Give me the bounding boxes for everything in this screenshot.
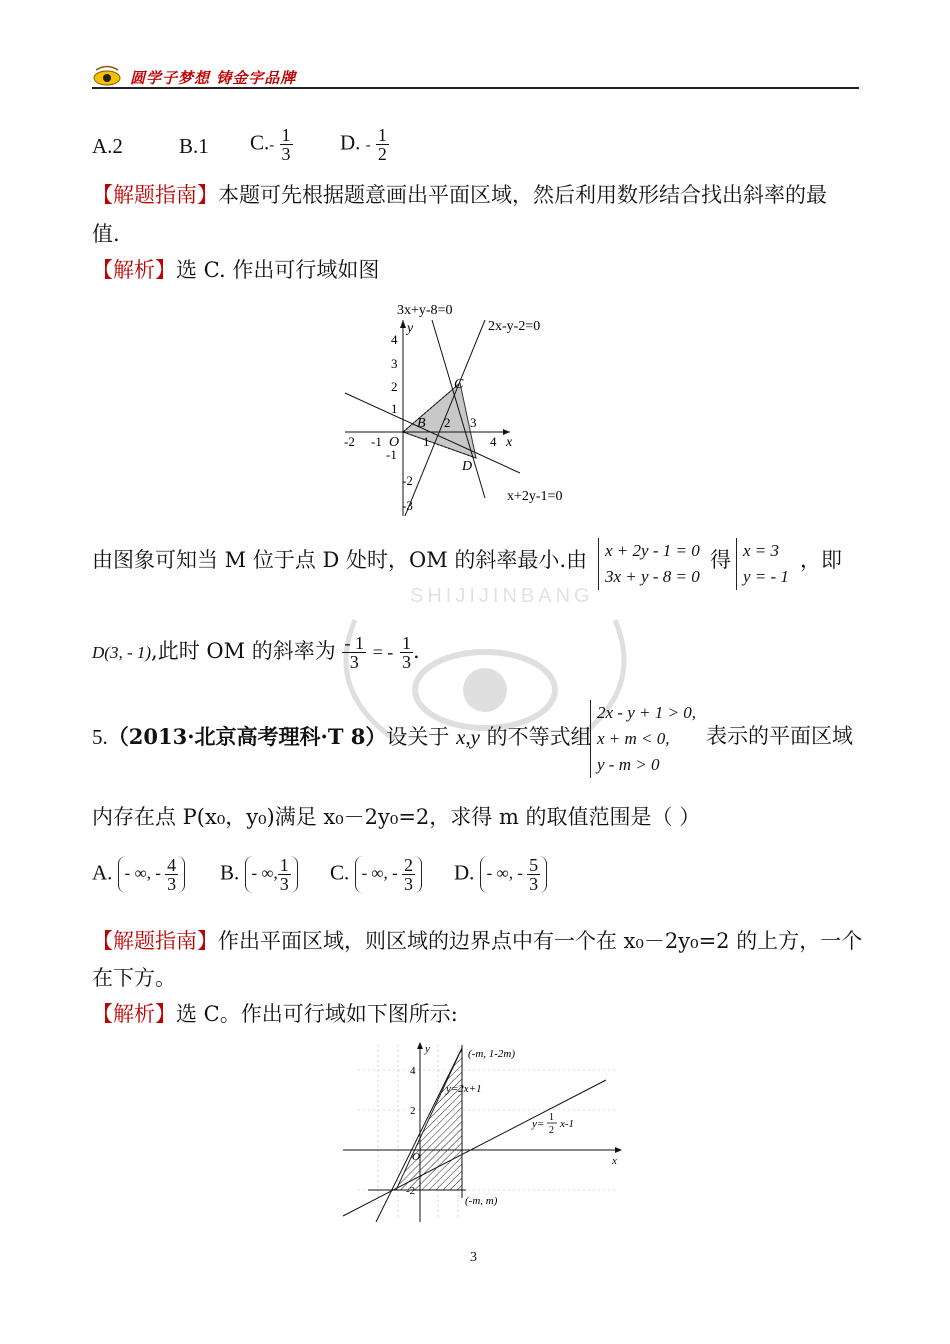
q5-option-c (330, 856, 422, 893)
q4-guide-line1: 本题可先根据题意画出平面区域，然后利用数形结合找出斜率的最 (218, 183, 827, 207)
y-tick: 1 (391, 401, 398, 416)
y-tick: 4 (410, 1065, 416, 1077)
axis-x-label: x (506, 435, 513, 450)
x-tick: 1 (423, 434, 430, 449)
q5-option-d-interval (480, 856, 547, 893)
origin-label: O (412, 1151, 420, 1163)
q5-vars: x,y (456, 725, 480, 749)
y-tick: -2 (402, 473, 413, 488)
point-b: B (417, 416, 426, 431)
q5-option-a (92, 856, 185, 893)
q4-solution-line1 (92, 550, 587, 571)
q5-guide (92, 931, 862, 952)
point-c: C (454, 377, 464, 392)
y-axis-arrow-icon (400, 320, 406, 328)
q4-option-c-sign: - (269, 137, 275, 154)
q5-options (92, 852, 652, 908)
system-row: 3x + y - 8 = 0 (605, 567, 700, 586)
q4-option-d-prefix: D. (340, 130, 361, 155)
frac-den: 3 (349, 652, 359, 672)
label-line-2-num: 1 (549, 1112, 554, 1123)
interval-frac (402, 856, 415, 893)
y-axis-arrow-icon (417, 1042, 423, 1049)
q5-guide-line2: 在下方。 (92, 966, 176, 990)
label-line-2-prefix: y= (532, 1118, 545, 1130)
interval-text: - ∞, - (361, 863, 398, 883)
y-tick: -2 (406, 1185, 416, 1197)
q5-analysis (92, 1004, 458, 1025)
axis-x-label: x (612, 1155, 617, 1167)
q5-source: （2013·北京高考理科·T 8） (107, 724, 387, 749)
system-row: 2x - y + 1 > 0, (597, 703, 696, 722)
q4-solution-line2 (92, 634, 420, 671)
origin-label: O (389, 435, 400, 450)
frac-den: 3 (529, 874, 539, 894)
q5-option-b-interval (245, 856, 298, 893)
q5-text-c: 表示的平面区域 (706, 724, 853, 748)
q5-analysis-tag: 【解析】 (92, 1002, 176, 1026)
interval-text: - ∞, (251, 863, 278, 883)
header-rule (92, 87, 859, 89)
y-tick: 2 (391, 379, 398, 394)
q4-option-c-frac (280, 126, 293, 163)
interval-text: - ∞, - (486, 863, 523, 883)
frac-den: 3 (279, 874, 289, 894)
header (92, 62, 859, 90)
q4-end: . (412, 639, 420, 663)
frac-den: 3 (167, 874, 177, 894)
q5-text-a: 设关于 (386, 725, 450, 749)
frac-num: 1 (401, 633, 411, 653)
logo-eye-icon (92, 65, 122, 87)
x-axis-arrow-icon (615, 1147, 622, 1153)
q4-guide (92, 185, 862, 206)
page-number: 3 (470, 1250, 477, 1265)
q4-equals: = - (372, 642, 394, 662)
q4-ji: ，即 (800, 548, 842, 572)
q4-analysis-tag: 【解析】 (92, 258, 176, 282)
q4-option-d (340, 126, 389, 163)
frac-num: 1 (281, 125, 291, 145)
q5-option-b (220, 856, 298, 893)
interval-frac (165, 856, 178, 893)
label-l1: 3x+y-8=0 (397, 303, 453, 318)
q4-option-c-prefix: C. (250, 130, 270, 155)
q4-option-b: B.1 (179, 134, 209, 158)
feasible-triangle (396, 1048, 462, 1190)
q5-option-d (454, 856, 547, 893)
x-tick: 3 (470, 415, 477, 430)
q4-de: 得 (710, 548, 731, 572)
q5-number: 5. (92, 725, 108, 749)
q5-line2: 内存在点 P(x₀，y₀)满足 x₀－2y₀=2，求得 m 的取值范围是（ ） (92, 805, 701, 829)
point-d-coords: D(3, - 1) (92, 643, 152, 662)
q4-analysis (92, 260, 379, 281)
q5-option-a-prefix: A. (92, 860, 113, 885)
y-tick: 3 (391, 356, 398, 371)
q5-option-a-interval (118, 856, 185, 893)
line-x-2y-1 (345, 393, 520, 473)
x-tick: 4 (490, 434, 497, 449)
interval-frac (527, 856, 540, 893)
q5-option-c-prefix: C. (330, 860, 350, 885)
system-row: y = - 1 (743, 567, 789, 586)
y-tick: -1 (386, 447, 397, 462)
figure2-feasible-region (338, 1040, 628, 1224)
grid-lines (358, 1045, 618, 1220)
q4-option-d-frac (376, 126, 389, 163)
q4-system-2 (736, 538, 789, 590)
frac-den: 2 (377, 144, 387, 164)
q5-option-b-prefix: B. (220, 860, 240, 885)
label-line-2-den: 2 (549, 1125, 554, 1136)
x-tick: 2 (444, 415, 451, 430)
system-row: y - m > 0 (597, 755, 660, 774)
q5-guide-line1: 作出平面区域，则区域的边界点中有一个在 x₀－2y₀=2 的上方，一个 (218, 929, 863, 953)
system-row: x + 2y - 1 = 0 (605, 541, 700, 560)
x-tick: -1 (371, 434, 382, 449)
frac-num: 4 (167, 855, 177, 875)
system-row: x + m < 0, (597, 729, 670, 748)
interval-text: - ∞, - (124, 863, 161, 883)
y-tick: 2 (410, 1105, 416, 1117)
system-row: x = 3 (743, 541, 780, 560)
frac-den: 3 (401, 652, 411, 672)
q4-analysis-text: 选 C. 作出可行域如图 (176, 258, 380, 282)
frac-num: 5 (529, 855, 539, 875)
label-line-2-suffix: x-1 (560, 1118, 575, 1130)
frac-num: 2 (403, 855, 413, 875)
y-tick: 4 (391, 332, 398, 347)
watermark-text: SHIJIJINBANG (410, 585, 594, 607)
frac-den: 3 (281, 144, 291, 164)
frac-num: 1 (279, 855, 289, 875)
figure1-feasible-region (340, 298, 600, 520)
label-bottom-point: (-m, m) (465, 1195, 498, 1207)
q4-slope-frac-2 (400, 634, 413, 671)
q4-slope-frac-1 (342, 634, 366, 671)
label-top-point: (-m, 1-2m) (468, 1048, 516, 1060)
q5-guide-tag: 【解题指南】 (92, 929, 218, 953)
q4-option-c (250, 126, 293, 163)
q4-system-1 (598, 538, 700, 590)
feasible-triangle (403, 383, 476, 458)
frac-den: 3 (403, 874, 413, 894)
label-line-1: y=2x+1 (446, 1083, 482, 1095)
x-tick: -2 (344, 434, 355, 449)
q4-guide-line2: 值. (92, 222, 120, 246)
axis-y-label: y (407, 321, 414, 336)
interval-frac (278, 856, 291, 893)
point-d: D (462, 459, 473, 474)
q4-solution-text: 由图象可知当 M 位于点 D 处时，OM 的斜率最小.由 (92, 548, 588, 572)
frac-num: 1 (377, 125, 387, 145)
q5-analysis-text: 选 C。作出可行域如下图所示: (176, 1002, 458, 1026)
q5-option-c-interval (355, 856, 422, 893)
q5-text-b: 的不等式组 (486, 725, 592, 749)
y-tick: -3 (402, 498, 413, 513)
frac-num: - 1 (344, 633, 364, 653)
q4-slope-text: ,此时 OM 的斜率为 (151, 639, 336, 663)
label-l3: x+2y-1=0 (507, 489, 563, 504)
axis-y-label: y (425, 1043, 430, 1055)
header-brand: 圆学子梦想 铸金字品牌 (130, 69, 297, 87)
q5-option-d-prefix: D. (454, 860, 475, 885)
label-l2: 2x-y-2=0 (488, 319, 541, 334)
q5-line1 (92, 726, 592, 748)
q4-options (92, 126, 492, 170)
q4-option-a: A.2 (92, 134, 123, 158)
q4-guide-tag: 【解题指南】 (92, 183, 218, 207)
q4-option-d-sign: - (365, 137, 371, 154)
q5-inequality-system (590, 700, 696, 778)
